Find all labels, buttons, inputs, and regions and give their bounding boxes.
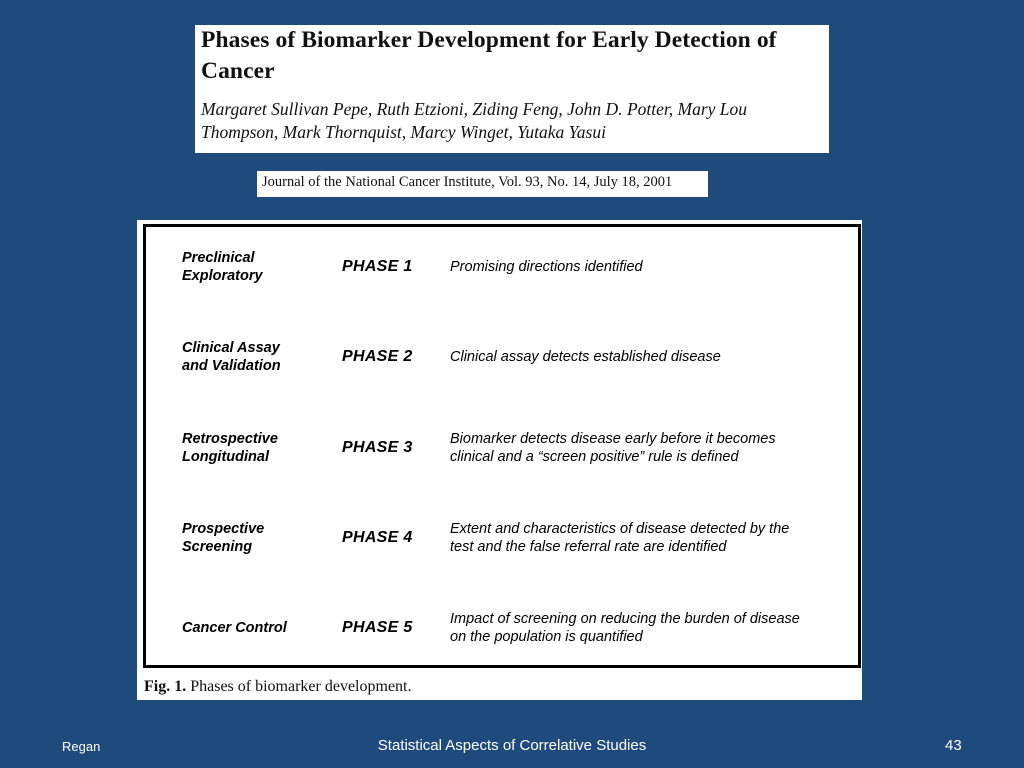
paper-title-block (195, 25, 829, 153)
journal-citation: Journal of the National Cancer Institute, Vol. 93, No. 14, July 18, 2001 (257, 171, 708, 197)
phase-description (450, 520, 840, 556)
stage-label-line: Clinical Assay (182, 340, 280, 356)
phase-label: PHASE 5 (342, 619, 413, 636)
phase-description-line: Extent and characteristics of disease detected by the (450, 521, 790, 537)
phase-row-3 (146, 430, 858, 470)
phase-description (450, 430, 840, 466)
phase-description-line: Promising directions identified (450, 259, 643, 275)
phase-description (450, 249, 840, 285)
phase-label: PHASE 2 (342, 348, 413, 365)
stage-label-line: and Validation (182, 358, 281, 374)
phase-row-4 (146, 520, 858, 560)
phase-label: PHASE 3 (342, 439, 413, 456)
stage-label-line: Retrospective (182, 431, 278, 447)
stage-label-line: Longitudinal (182, 449, 269, 465)
stage-label (182, 610, 312, 646)
stage-label (182, 249, 312, 285)
phase-description-line: clinical and a “screen positive” rule is defined (450, 449, 739, 465)
phase-row-2 (146, 339, 858, 379)
figure-caption-text: Phases of biomarker development. (190, 678, 412, 695)
stage-label-line: Preclinical (182, 250, 255, 266)
phase-description-line: Clinical assay detects established disease (450, 349, 721, 365)
phase-description-line: on the population is quantified (450, 629, 643, 645)
figure-caption (144, 678, 412, 696)
figure (137, 220, 862, 700)
page-number: 43 (945, 737, 962, 754)
figure-caption-label: Fig. 1. (144, 678, 187, 695)
stage-label-line: Cancer Control (182, 620, 287, 636)
stage-label-line: Screening (182, 539, 253, 555)
paper-title: Phases of Biomarker Development for Early Detection of Cancer (201, 27, 777, 84)
phase-description-line: test and the false referral rate are identified (450, 539, 727, 555)
stage-label-line: Exploratory (182, 268, 263, 284)
phase-label: PHASE 1 (342, 258, 413, 275)
footer-title: Statistical Aspects of Correlative Studies (377, 737, 647, 754)
figure-frame (143, 224, 861, 668)
phase-description-line: Biomarker detects disease early before it becomes (450, 431, 776, 447)
stage-label-line: Prospective (182, 521, 265, 537)
phase-row-1 (146, 249, 858, 289)
phase-description-line: Impact of screening on reducing the burden of disease (450, 611, 800, 627)
phase-description (450, 610, 840, 646)
phase-label: PHASE 4 (342, 529, 413, 546)
phase-row-5 (146, 610, 858, 650)
footer-author: Regan (62, 739, 101, 754)
stage-label (182, 339, 312, 375)
stage-label (182, 430, 312, 466)
paper-authors: Margaret Sullivan Pepe, Ruth Etzioni, Ziding Feng, John D. Potter, Mary Lou Thompson, Mark Thornquist, Marcy Winget, Yutaka Yasui (201, 99, 748, 142)
stage-label (182, 520, 312, 556)
phase-description (450, 339, 840, 375)
